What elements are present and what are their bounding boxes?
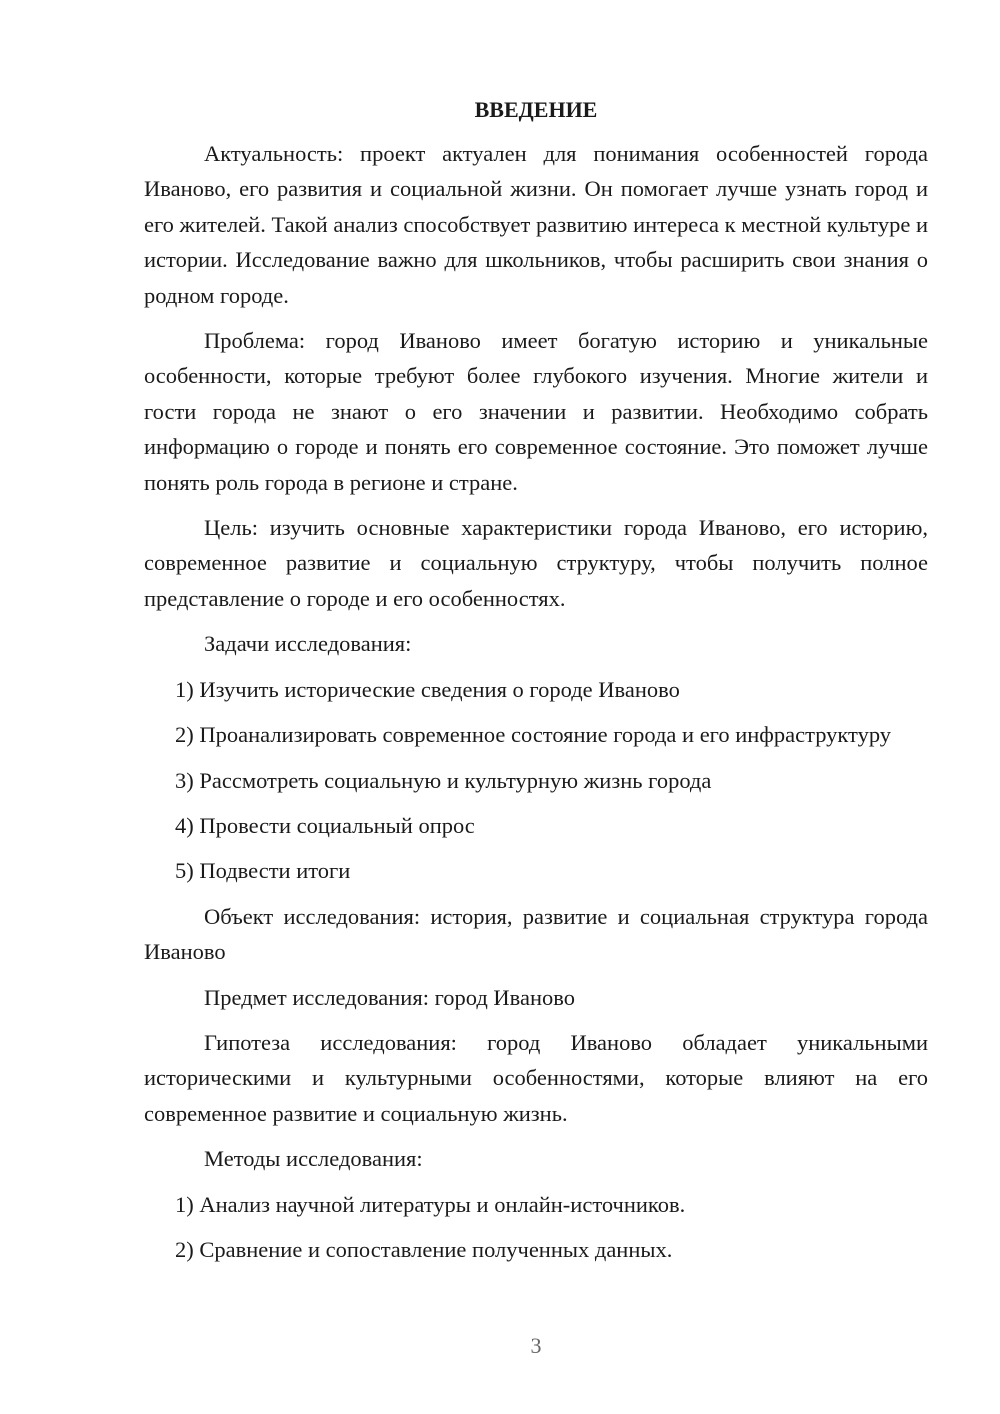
object-paragraph: Объект исследования: история, развитие и социальная структура города Иваново [144, 903, 928, 965]
methods-heading: Методы исследования: [204, 1146, 423, 1172]
subject-paragraph: Предмет исследования: город Иваново [204, 984, 575, 1010]
section-title: ВВЕДЕНИЕ [474, 97, 598, 122]
task-item: 3) Рассмотреть социальную и культурную жизнь города [175, 767, 712, 793]
page-number: 3 [530, 1333, 542, 1358]
hypothesis-paragraph: Гипотеза исследования: город Иваново обладает уникальными историческими и культурными особенностями, которые влияют на его современное развитие и социальную жизнь. [144, 1029, 928, 1126]
task-item: 2) Проанализировать современное состояние города и его инфраструктуру [175, 722, 892, 748]
relevance-paragraph: Актуальность: проект актуален для понимания особенностей города Иваново, его развития и социальной жизни. Он помогает лучше узнать город и его жителей. Такой анализ способствует развитию интереса к местной культуре и истории. Исследование важно для школьников, чтобы расширить свои знания о родном городе. [144, 141, 928, 308]
task-item: 4) Провести социальный опрос [175, 812, 475, 838]
goal-paragraph: Цель: изучить основные характеристики города Иваново, его историю, современное развитие и социальную структуру, чтобы получить полное представление о городе и его особенностях. [144, 515, 928, 611]
method-item: 1) Анализ научной литературы и онлайн-источников. [175, 1191, 686, 1217]
task-item: 5) Подвести итоги [175, 858, 351, 884]
tasks-heading: Задачи исследования: [204, 631, 412, 657]
method-item: 2) Сравнение и сопоставление полученных данных. [175, 1236, 673, 1262]
task-item: 1) Изучить исторические сведения о городе Иваново [175, 676, 680, 702]
problem-paragraph: Проблема: город Иваново имеет богатую историю и уникальные особенности, которые требуют более глубокого изучения. Многие жители и гости города не знают о его значении и развитии. Необходимо собрать информацию о городе и понять его современное состояние. Это поможет лучше понять роль города в регионе и стране. [144, 328, 928, 495]
document-page [144, 92, 928, 1277]
